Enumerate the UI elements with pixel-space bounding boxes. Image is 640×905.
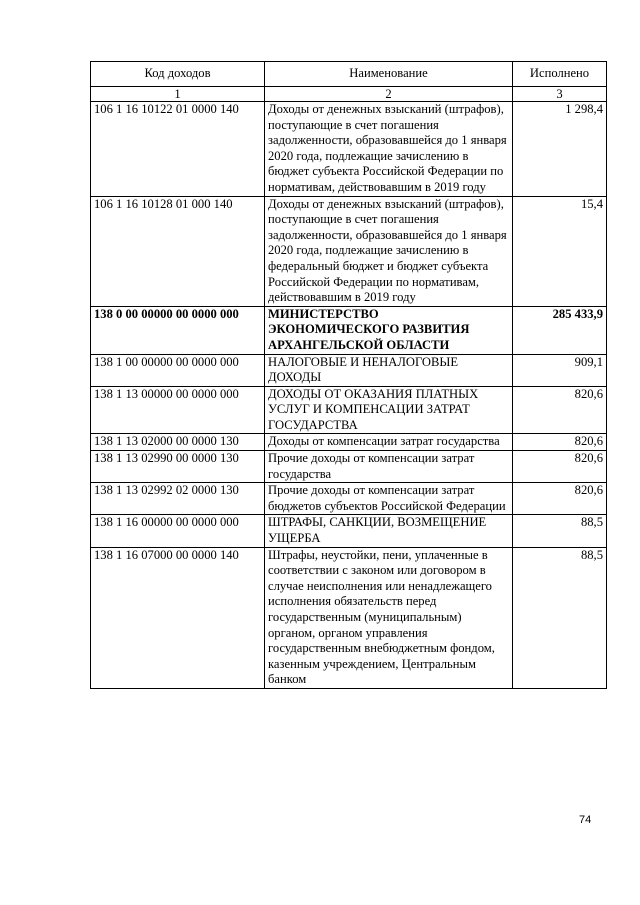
executed-amount-cell: 820,6 bbox=[513, 386, 607, 434]
revenue-name-cell: НАЛОГОВЫЕ И НЕНАЛОГОВЫЕ ДОХОДЫ bbox=[265, 354, 513, 386]
revenue-name-cell: Доходы от денежных взысканий (штрафов), поступающие в счет погашения задолженности, образовавшейся до 1 января 2020 года, подлежащие зачислению в федеральный бюджет и бюджет субъекта Российской Федерации по нормативам, действовавшим в 2019 году bbox=[265, 196, 513, 306]
table-row bbox=[91, 102, 607, 197]
revenue-name-cell: Прочие доходы от компенсации затрат государства bbox=[265, 451, 513, 483]
header-name: Наименование bbox=[265, 62, 513, 87]
table-row bbox=[91, 196, 607, 306]
table-row bbox=[91, 547, 607, 688]
column-number: 1 bbox=[91, 87, 265, 102]
page-number: 74 bbox=[579, 814, 592, 826]
revenue-code-cell: 138 0 00 00000 00 0000 000 bbox=[91, 306, 265, 354]
table-row bbox=[91, 386, 607, 434]
table-row bbox=[91, 451, 607, 483]
revenue-name-cell: ДОХОДЫ ОТ ОКАЗАНИЯ ПЛАТНЫХ УСЛУГ И КОМПЕНСАЦИИ ЗАТРАТ ГОСУДАРСТВА bbox=[265, 386, 513, 434]
header-executed: Исполнено bbox=[513, 62, 607, 87]
executed-amount-cell: 88,5 bbox=[513, 547, 607, 688]
table-body bbox=[91, 102, 607, 689]
executed-amount-cell: 820,6 bbox=[513, 434, 607, 451]
revenue-table bbox=[90, 61, 607, 689]
revenue-code-cell: 138 1 16 07000 00 0000 140 bbox=[91, 547, 265, 688]
table-row bbox=[91, 483, 607, 515]
column-number-row bbox=[91, 87, 607, 102]
revenue-code-cell: 106 1 16 10128 01 000 140 bbox=[91, 196, 265, 306]
revenue-name-cell: Прочие доходы от компенсации затрат бюджетов субъектов Российской Федерации bbox=[265, 483, 513, 515]
revenue-code-cell: 138 1 00 00000 00 0000 000 bbox=[91, 354, 265, 386]
revenue-code-cell: 138 1 13 02990 00 0000 130 bbox=[91, 451, 265, 483]
column-number: 3 bbox=[513, 87, 607, 102]
table-row bbox=[91, 354, 607, 386]
executed-amount-cell: 820,6 bbox=[513, 451, 607, 483]
table-row bbox=[91, 434, 607, 451]
table-row bbox=[91, 515, 607, 547]
revenue-code-cell: 138 1 13 00000 00 0000 000 bbox=[91, 386, 265, 434]
executed-amount-cell: 1 298,4 bbox=[513, 102, 607, 197]
revenue-code-cell: 138 1 16 00000 00 0000 000 bbox=[91, 515, 265, 547]
table-row bbox=[91, 306, 607, 354]
revenue-name-cell: МИНИСТЕРСТВО ЭКОНОМИЧЕСКОГО РАЗВИТИЯ АРХАНГЕЛЬСКОЙ ОБЛАСТИ bbox=[265, 306, 513, 354]
revenue-code-cell: 138 1 13 02992 02 0000 130 bbox=[91, 483, 265, 515]
executed-amount-cell: 820,6 bbox=[513, 483, 607, 515]
revenue-name-cell: Доходы от денежных взысканий (штрафов), поступающие в счет погашения задолженности, образовавшейся до 1 января 2020 года, подлежащие зачислению в бюджет субъекта Российской Федерации по нормативам, действовавшим в 2019 году bbox=[265, 102, 513, 197]
executed-amount-cell: 88,5 bbox=[513, 515, 607, 547]
revenue-code-cell: 106 1 16 10122 01 0000 140 bbox=[91, 102, 265, 197]
revenue-name-cell: ШТРАФЫ, САНКЦИИ, ВОЗМЕЩЕНИЕ УЩЕРБА bbox=[265, 515, 513, 547]
revenue-name-cell: Штрафы, неустойки, пени, уплаченные в соответствии с законом или договором в случае неисполнения или ненадлежащего исполнения обязательств перед государственным (муниципальным) органом, органом управления государственным внебюджетным фондом, казенным учреждением, Центральным банком bbox=[265, 547, 513, 688]
executed-amount-cell: 285 433,9 bbox=[513, 306, 607, 354]
revenue-name-cell: Доходы от компенсации затрат государства bbox=[265, 434, 513, 451]
header-code: Код доходов bbox=[91, 62, 265, 87]
column-number: 2 bbox=[265, 87, 513, 102]
executed-amount-cell: 909,1 bbox=[513, 354, 607, 386]
table-header-row bbox=[91, 62, 607, 87]
revenue-code-cell: 138 1 13 02000 00 0000 130 bbox=[91, 434, 265, 451]
executed-amount-cell: 15,4 bbox=[513, 196, 607, 306]
